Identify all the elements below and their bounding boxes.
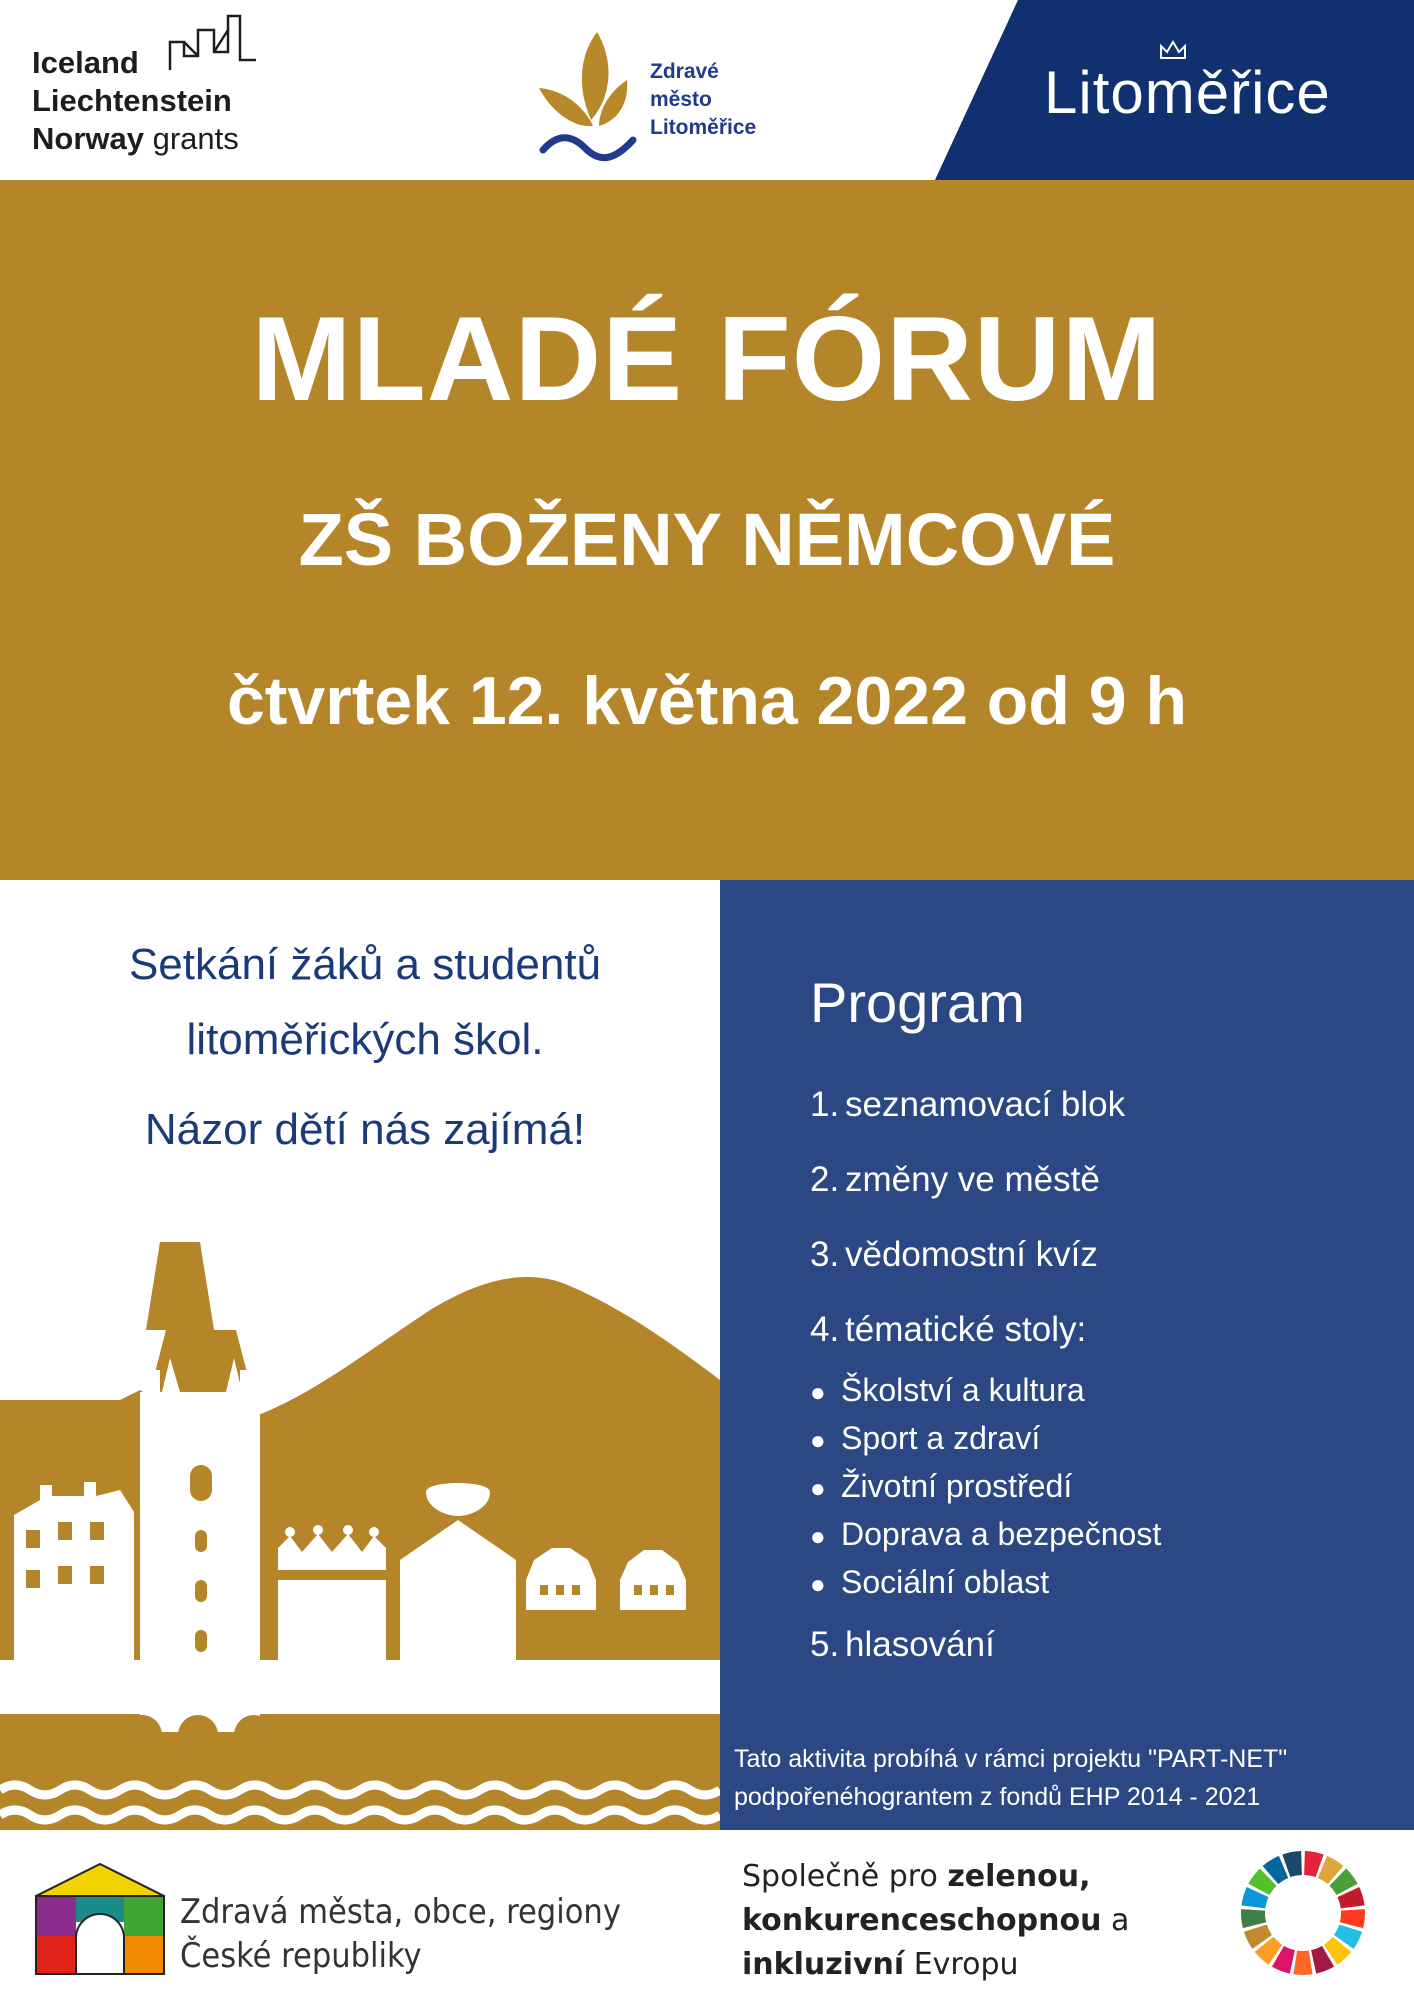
healthy-cities-network-text: Zdravá města, obce, regiony České republiky <box>180 1892 621 1976</box>
sdg-segment <box>1340 1909 1365 1928</box>
program-item: 4. tématické stoly: <box>810 1310 1087 1349</box>
eu-slogan: Společně pro zelenou, konkurenceschopnou a inkluzivní Evropu <box>742 1859 1130 1982</box>
event-venue: ZŠ BOŽENY NĚMCOVÉ <box>298 498 1116 581</box>
event-title: MLADÉ FÓRUM <box>251 292 1163 426</box>
sdg-wheel-icon <box>1238 1848 1368 1978</box>
city-logo-text: Litoměřice <box>1044 59 1331 126</box>
program-item: 2. změny ve městě <box>810 1160 1100 1199</box>
grants-step-icon <box>168 12 258 72</box>
program-subitem: ● Sport a zdraví <box>810 1420 1041 1456</box>
program-subitem: ● Doprava a bezpečnost <box>810 1516 1162 1552</box>
program-subitem: ● Životní prostředí <box>810 1468 1073 1504</box>
event-date: čtvrtek 12. května 2022 od 9 h <box>226 663 1188 739</box>
leaf-wave-icon <box>535 28 645 168</box>
program-item: 5. hlasování <box>810 1625 995 1664</box>
city-skyline-illustration <box>0 1230 720 1830</box>
intro-tagline: Názor dětí nás zajímá! <box>144 1105 586 1154</box>
sdg-segment <box>1293 1951 1312 1975</box>
intro-line-2: litoměřických škol. <box>186 1015 544 1064</box>
healthy-city-logo-text: Zdravé město Litoměřice <box>650 60 757 139</box>
sdg-segment <box>1241 1909 1266 1928</box>
program-subitem: ● Sociální oblast <box>810 1564 1050 1600</box>
program-title: Program <box>810 971 1025 1034</box>
colorful-house-icon <box>30 1858 170 1978</box>
program-subitem: ● Školství a kultura <box>810 1372 1085 1408</box>
intro-line-1: Setkání žáků a studentů <box>128 940 602 989</box>
eea-grants-logo-text: Iceland Liechtenstein Norway grants <box>32 45 239 156</box>
program-item: 3. vědomostní kvíz <box>810 1235 1098 1274</box>
program-item: 1. seznamovací blok <box>810 1085 1126 1124</box>
project-footnote: Tato aktivita probíhá v rámci projektu "PART-NET" podpořenéhograntem z fondů EHP 2014 - 2021 <box>734 1745 1288 1811</box>
crown-icon <box>1158 38 1188 60</box>
